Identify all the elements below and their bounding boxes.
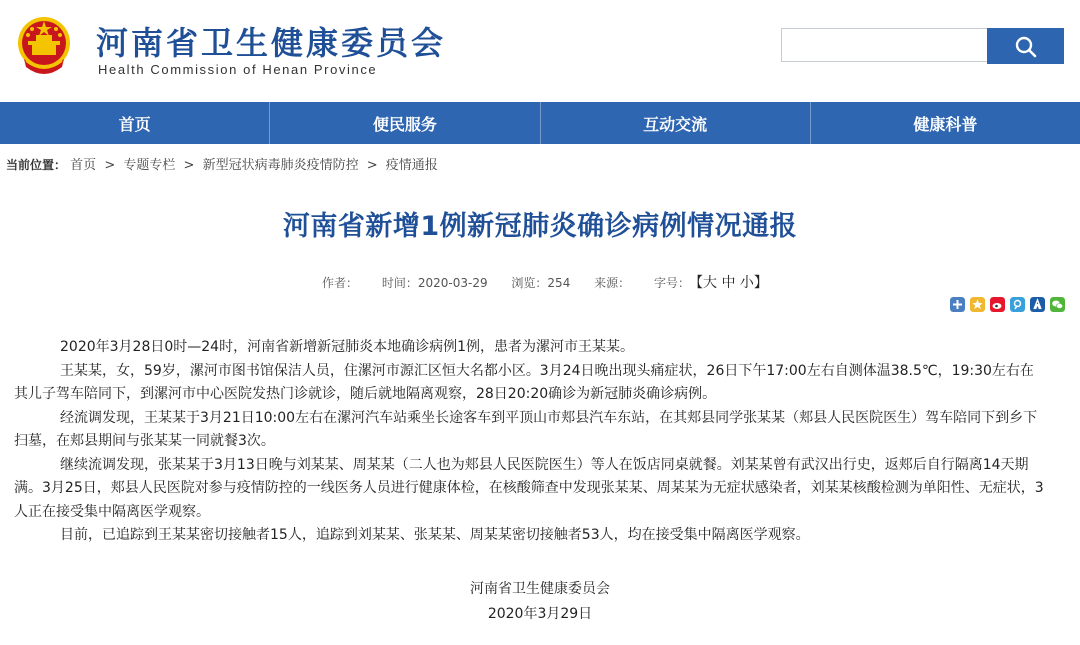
site-header bbox=[0, 0, 1080, 102]
weibo-icon[interactable] bbox=[990, 297, 1005, 312]
meta-views: 浏览：254 bbox=[511, 276, 571, 290]
meta-author: 作者： bbox=[322, 276, 359, 290]
search-input[interactable] bbox=[781, 28, 987, 62]
search-icon bbox=[1015, 36, 1037, 58]
breadcrumb-separator: > bbox=[183, 158, 195, 173]
main-nav bbox=[0, 102, 1080, 144]
article-signature: 河南省卫生健康委员会 bbox=[470, 581, 610, 597]
breadcrumb-label: 当前位置： bbox=[6, 158, 67, 172]
breadcrumb-separator: > bbox=[104, 158, 116, 173]
article-paragraph: 王某某，女，59岁，漯河市图书馆保洁人员，住漯河市源汇区恒大名都小区。3月24日晚出现头痛症状，26日下午17:00左右自测体温38.5℃，19:30左右在其儿子驾车陪同下，到漯河市中心医院发热门诊就诊，随后就地隔离观察，28日20:20确诊为新冠肺炎确诊病例。 bbox=[14, 362, 1034, 402]
nav-item-home[interactable]: 首页 bbox=[0, 102, 270, 144]
breadcrumb-covid-prevention[interactable]: 新型冠状病毒肺炎疫情防控 bbox=[202, 158, 359, 173]
wechat-icon[interactable] bbox=[1050, 297, 1065, 312]
plus-icon[interactable] bbox=[950, 297, 965, 312]
nav-item-health-science[interactable]: 健康科普 bbox=[913, 114, 978, 134]
nav-item-interaction[interactable]: 互动交流 bbox=[541, 102, 811, 144]
meta-time: 时间：2020-03-29 bbox=[381, 276, 488, 290]
share-bar bbox=[950, 297, 1065, 312]
breadcrumb-topics[interactable]: 专题专栏 bbox=[123, 158, 176, 173]
article-meta bbox=[322, 272, 788, 292]
search-button[interactable] bbox=[987, 28, 1064, 64]
article-title: 河南省新增1例新冠肺炎确诊病例情况通报 bbox=[282, 211, 798, 242]
qzone-icon[interactable] bbox=[970, 297, 985, 312]
article-paragraph: 经流调发现，王某某于3月21日10:00左右在漯河汽车站乘坐长途客车到平顶山市郏县汽车东站，在其郏县同学张某某（郏县人民医院医生）驾车陪同下到乡下扫墓，在郏县期间与张某某一同就餐3次。 bbox=[14, 409, 1038, 449]
renren-icon[interactable] bbox=[1030, 297, 1045, 312]
font-size-switcher[interactable]: 【大 中 小】 bbox=[696, 275, 768, 291]
article-paragraph: 2020年3月28日0时—24时，河南省新增新冠肺炎本地确诊病例1例，患者为漯河市王某某。 bbox=[60, 339, 634, 355]
breadcrumb bbox=[6, 154, 438, 173]
meta-font-size-label: 字号： bbox=[654, 276, 691, 290]
tencent-weibo-icon[interactable] bbox=[1010, 297, 1025, 312]
article-body bbox=[14, 336, 1044, 548]
article-date: 2020年3月29日 bbox=[487, 606, 593, 622]
breadcrumb-epidemic-report[interactable]: 疫情通报 bbox=[385, 158, 438, 173]
article-paragraph: 目前，已追踪到王某某密切接触者15人，追踪到刘某某、张某某、周某某密切接触者53人，均在接受集中隔离医学观察。 bbox=[60, 527, 810, 543]
site-subtitle: Health Commission of Henan Province bbox=[98, 62, 378, 77]
site-title: 河南省卫生健康委员会 bbox=[96, 24, 447, 62]
breadcrumb-home[interactable]: 首页 bbox=[70, 158, 97, 173]
breadcrumb-separator: > bbox=[366, 158, 378, 173]
nav-item-services[interactable]: 便民服务 bbox=[270, 102, 540, 144]
search-box bbox=[781, 28, 1064, 64]
meta-source: 来源： bbox=[594, 276, 631, 290]
national-emblem-icon bbox=[16, 15, 72, 77]
article-paragraph: 继续流调发现，张某某于3月13日晚与刘某某、周某某（二人也为郏县人民医院医生）等人在饭店同桌就餐。刘某某曾有武汉出行史，返郏后自行隔离14天期满。3月25日，郏县人民医院对参与疫情防控的一线医务人员进行健康体检，在核酸筛查中发现张某某、周某某为无症状感染者，刘某某核酸检测为单阳性、无症状，3人正在接受集中隔离医学观察。 bbox=[14, 456, 1044, 520]
